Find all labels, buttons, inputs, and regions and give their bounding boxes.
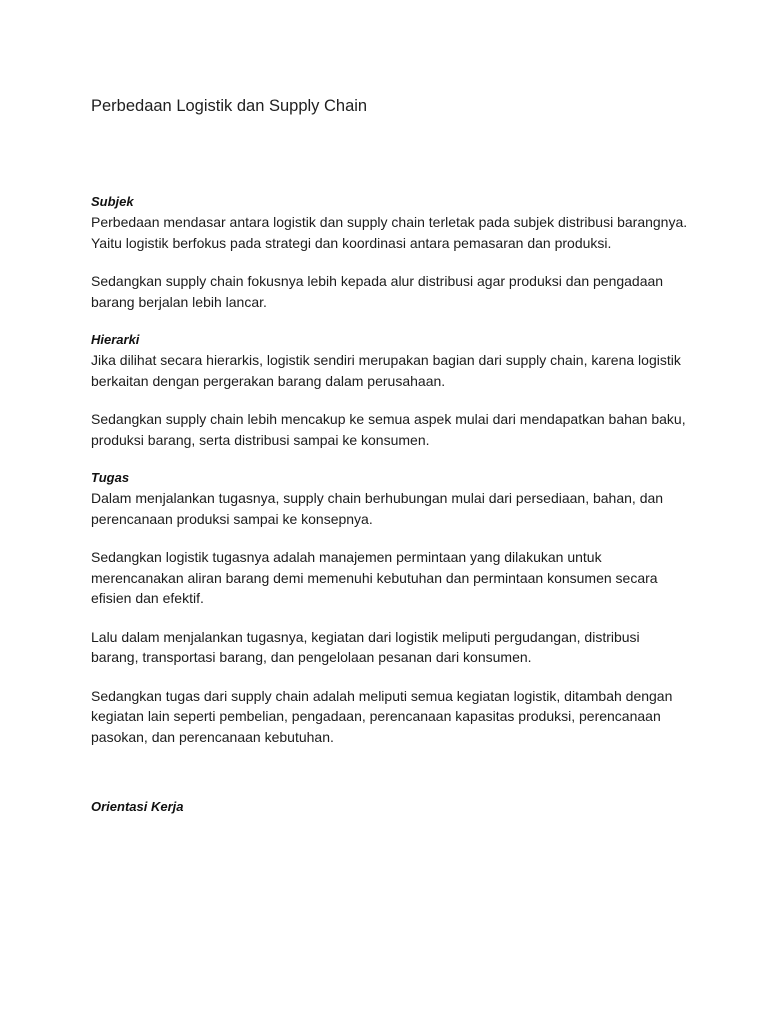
section-heading-subjek: Subjek [91, 194, 134, 209]
paragraph: Jika dilihat secara hierarkis, logistik sendiri merupakan bagian dari supply chain, karena logistik berkaitan dengan pergerakan barang dalam perusahaan. [91, 352, 681, 389]
section-heading-hierarki: Hierarki [91, 332, 140, 347]
section-tugas [91, 468, 691, 747]
paragraph: Lalu dalam menjalankan tugasnya, kegiatan dari logistik meliputi pergudangan, distribusi barang, transportasi barang, dan pengelolaan pesanan dari konsumen. [91, 628, 640, 665]
section-heading-tugas: Tugas [91, 470, 130, 485]
section-subjek [91, 192, 691, 312]
spacer [91, 765, 691, 797]
document-title: Perbedaan Logistik dan Supply Chain [91, 97, 368, 115]
paragraph: Sedangkan logistik tugasnya adalah manajemen permintaan yang dilakukan untuk merencanakan aliran barang demi memenuhi kebutuhan dan permintaan konsumen secara efisien dan efektif. [91, 549, 658, 606]
paragraph: Perbedaan mendasar antara logistik dan supply chain terletak pada subjek distribusi barangnya. Yaitu logistik berfokus pada strategi dan koordinasi antara pemasaran dan produksi. [91, 214, 688, 251]
section-hierarki [91, 330, 691, 450]
document-body [91, 192, 691, 817]
section-orientasi-kerja [91, 797, 691, 817]
paragraph: Sedangkan supply chain fokusnya lebih kepada alur distribusi agar produksi dan pengadaan barang berjalan lebih lancar. [91, 273, 664, 310]
paragraph: Dalam menjalankan tugasnya, supply chain berhubungan mulai dari persediaan, bahan, dan perencanaan produksi sampai ke konsepnya. [91, 490, 664, 527]
paragraph: Sedangkan supply chain lebih mencakup ke semua aspek mulai dari mendapatkan bahan baku, produksi barang, serta distribusi sampai ke konsumen. [91, 411, 686, 448]
paragraph: Sedangkan tugas dari supply chain adalah meliputi semua kegiatan logistik, ditambah dengan kegiatan lain seperti pembelian, pengadaan, perencanaan kapasitas produksi, perencanaan pasokan, dan perencanaan kebutuhan. [91, 687, 673, 745]
section-heading-orientasi-kerja: Orientasi Kerja [91, 799, 184, 814]
